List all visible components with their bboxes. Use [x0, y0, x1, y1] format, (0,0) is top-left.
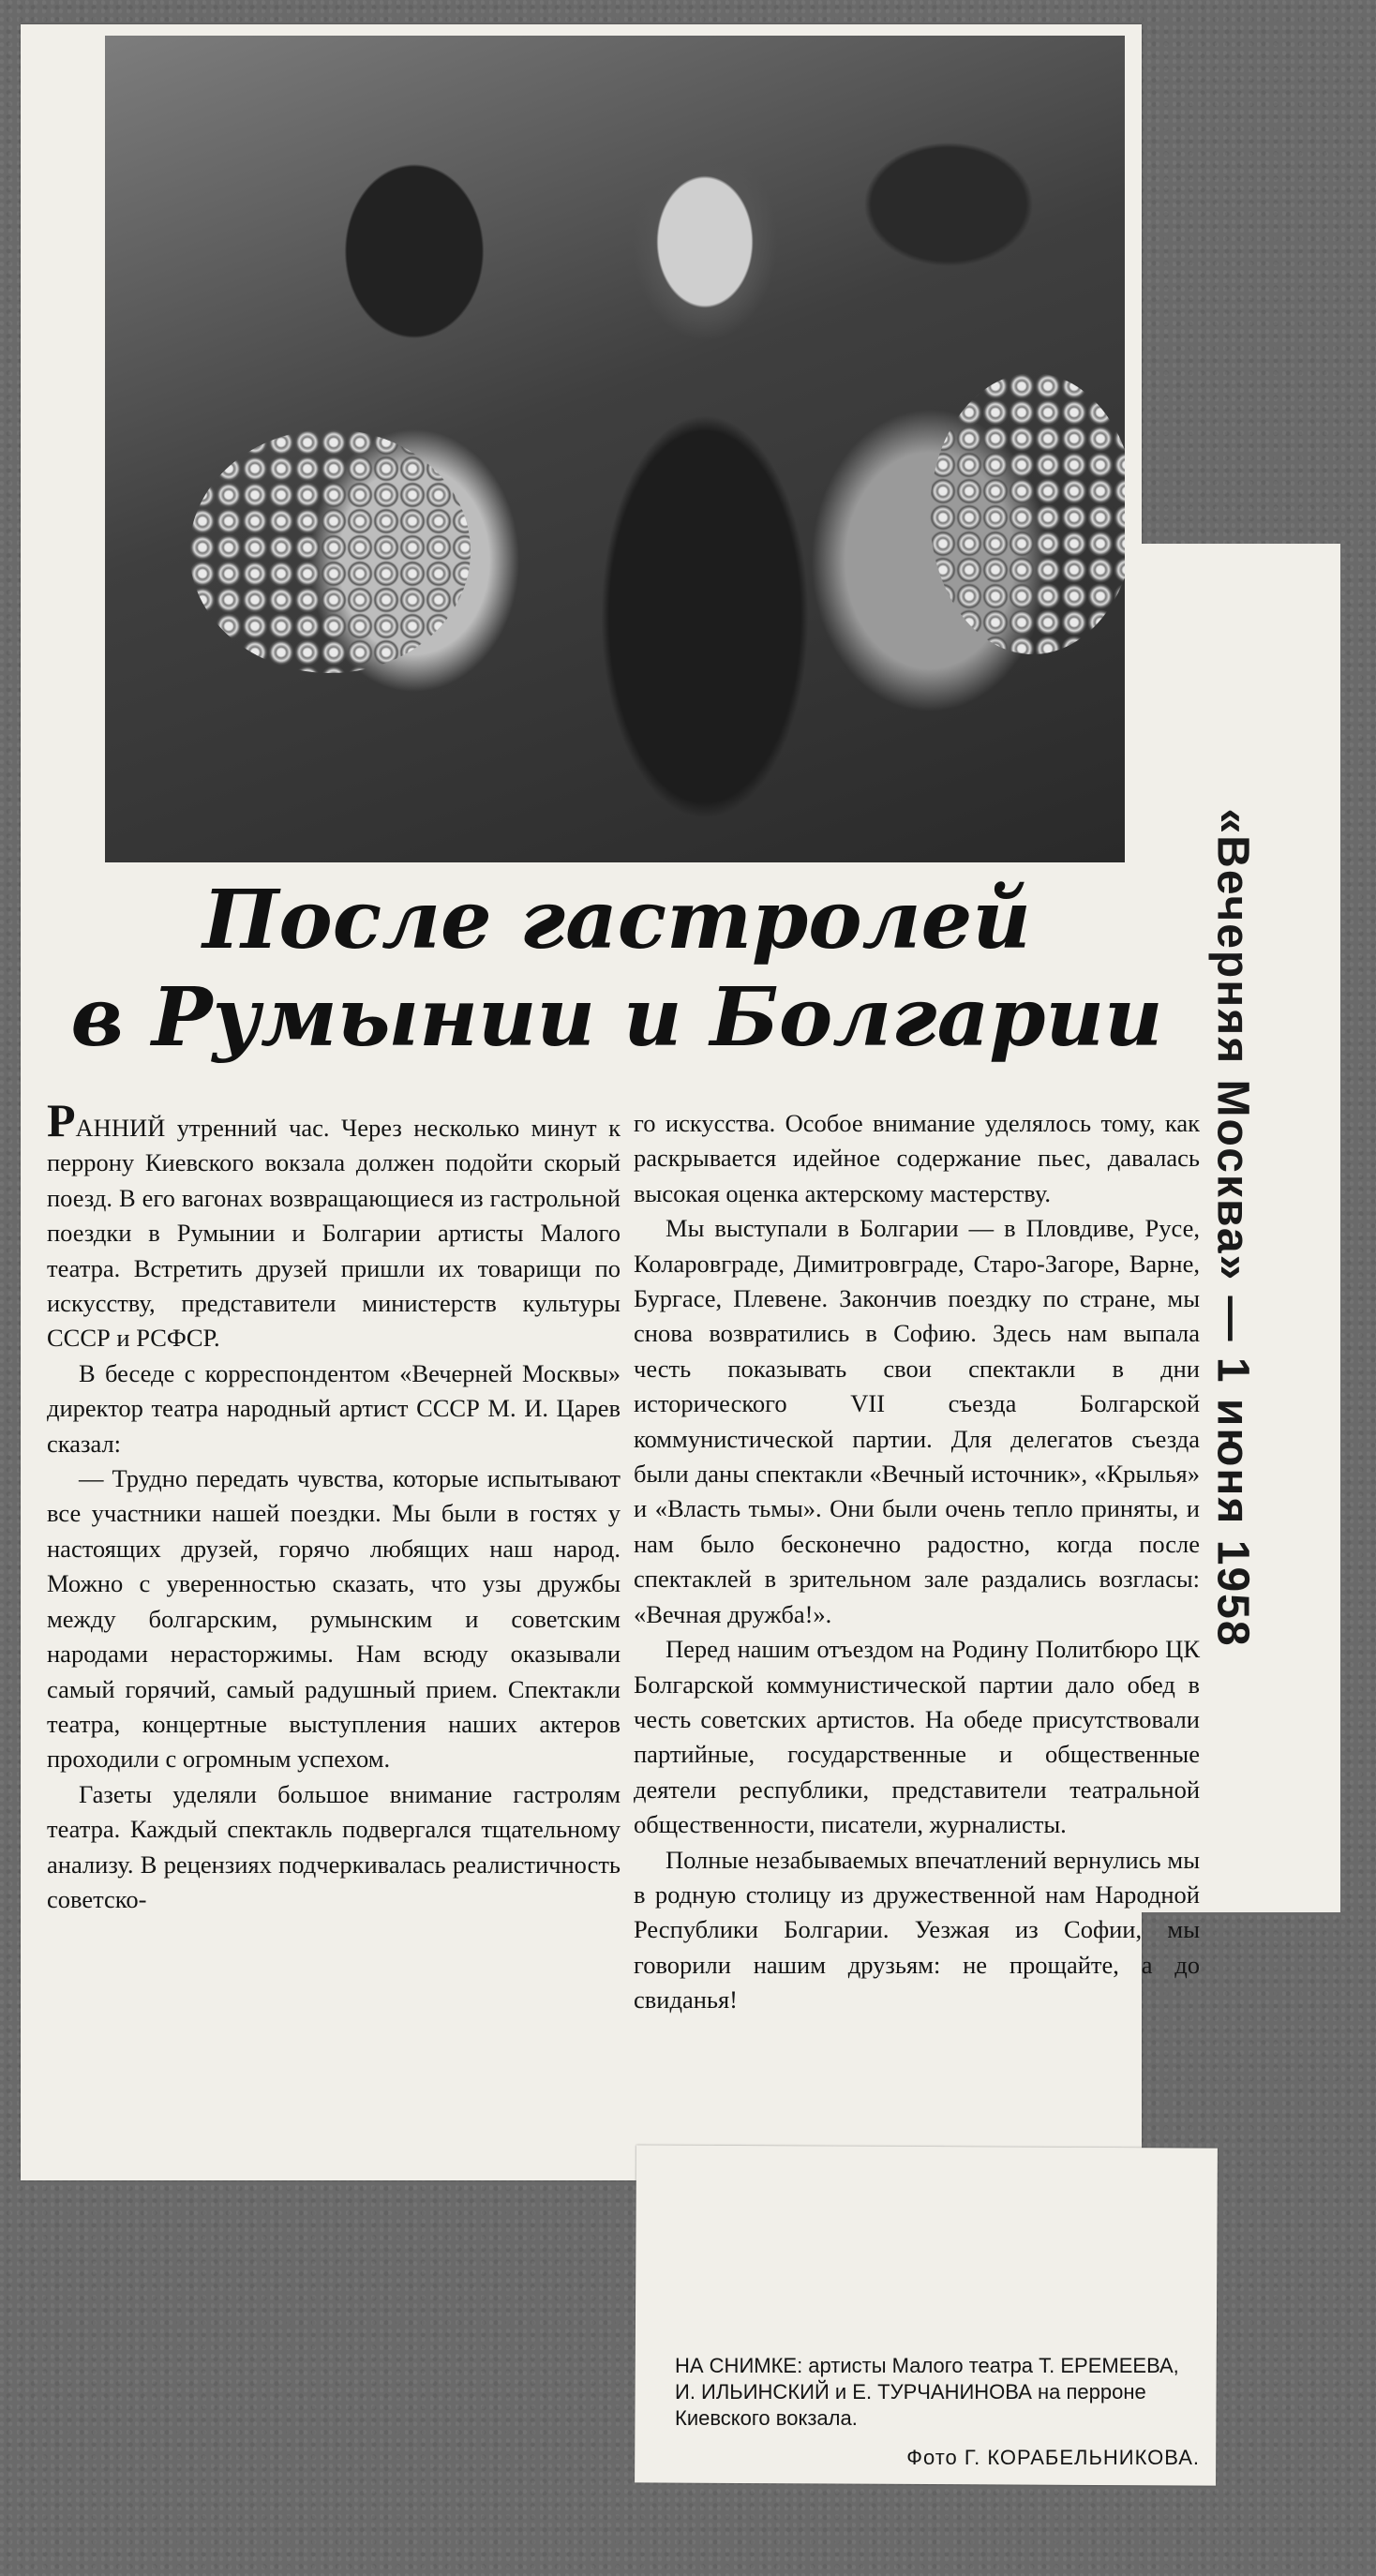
paragraph-1-text: АННИЙ утренний час. Через несколько минут к перрону Киевского вокзала должен подойти скорый поезд. В его вагонах возвращающиеся из гастрольной поездки в Румынии и Болгарии артисты Малого театра. Встретить друзей пришли их товарищи по искусству, представители министерств культуры СССР и РСФСР.: [47, 1114, 621, 1353]
paragraph-5: го искусства. Особое внимание уделялось тому, как раскрывается идейное содержание пьес, давалась высокая оценка актерскому мастерству.: [634, 1109, 1200, 1207]
paragraph-1: [47, 1094, 621, 1356]
headline-line-1: После гастролей: [202, 873, 1031, 967]
paragraph-3: — Трудно передать чувства, которые испытывают все участники нашей поездки. Мы были в гостях у настоящих друзей, горячо любящих наш народ. Можно с уверенностью сказать, что узы дружбы между болгарским, румынским и советским народами нерасторжимы. Нам всюду оказывали самый горячий, самый радушный прием. Спектакли театра, концертные выступления наших актеров проходили с огромным успехом.: [47, 1464, 621, 1774]
bouquet-left: [189, 429, 471, 673]
paragraph-6: Мы выступали в Болгарии — в Пловдиве, Русе, Коларовграде, Димитровграде, Старо-Загоре, Варне, Бургасе, Плевене. Закончив поездку по стране, мы снова возвратились в Софию. Здесь нам выпала честь показывать свои спектакли в дни исторического VII съезда Болгарской коммунистической партии. Для делегатов съезда были даны спектакли «Вечный источник», «Крылья» и «Власть тьмы». Они были очень тепло приняты, и нам было бесконечно радостно, когда после спектаклей в зрительном зале раздались возгласы: «Вечная дружба!».: [634, 1214, 1200, 1628]
paragraph-2: В беседе с корреспондентом «Вечерней Москвы» директор театра народный артист СССР М. И. Царев сказал:: [47, 1358, 621, 1458]
source-label-text: «Вечерняя Москва» — 1 июня 1958: [1207, 808, 1258, 1648]
photo-credit: Фото Г. КОРАБЕЛЬНИКОВА.: [906, 2446, 1200, 2469]
headline-line-2: в Румынии и Болгарии: [70, 970, 1163, 1065]
photo-caption: [675, 2353, 1200, 2471]
news-photo: [105, 36, 1125, 862]
paragraph-7: Перед нашим отъездом на Родину Политбюро ЦК Болгарской коммунистической партии дало обед в честь советских артистов. На обеде присутствовали партийные, государственные и общественные деятели республики, представители театральной общественности, писатели, журналисты.: [634, 1635, 1200, 1839]
caption-text: НА СНИМКЕ: артисты Малого театра Т. ЕРЕМЕЕВА, И. ИЛЬИНСКИЙ и Е. ТУРЧАНИНОВА на перроне Киевского вокзала.: [675, 2354, 1179, 2430]
paragraph-4: Газеты уделяли большое внимание гастролям театра. Каждый спектакль подвергался тщательному анализу. В рецензиях подчеркивалась реалистичность советско-: [47, 1779, 621, 1913]
paragraph-8: Полные незабываемых впечатлений вернулись мы в родную столицу из дружественной нам Народной Республики Болгарии. Уезжая из Софии, мы говорили нашим друзьям: не прощайте, а до свиданья!: [634, 1845, 1200, 2014]
article-column-1: [47, 1094, 621, 1917]
bouquet-right: [930, 373, 1125, 654]
article-column-2: [634, 1106, 1200, 2018]
drop-cap: Р: [47, 1094, 76, 1146]
article-headline: [36, 872, 1198, 1067]
